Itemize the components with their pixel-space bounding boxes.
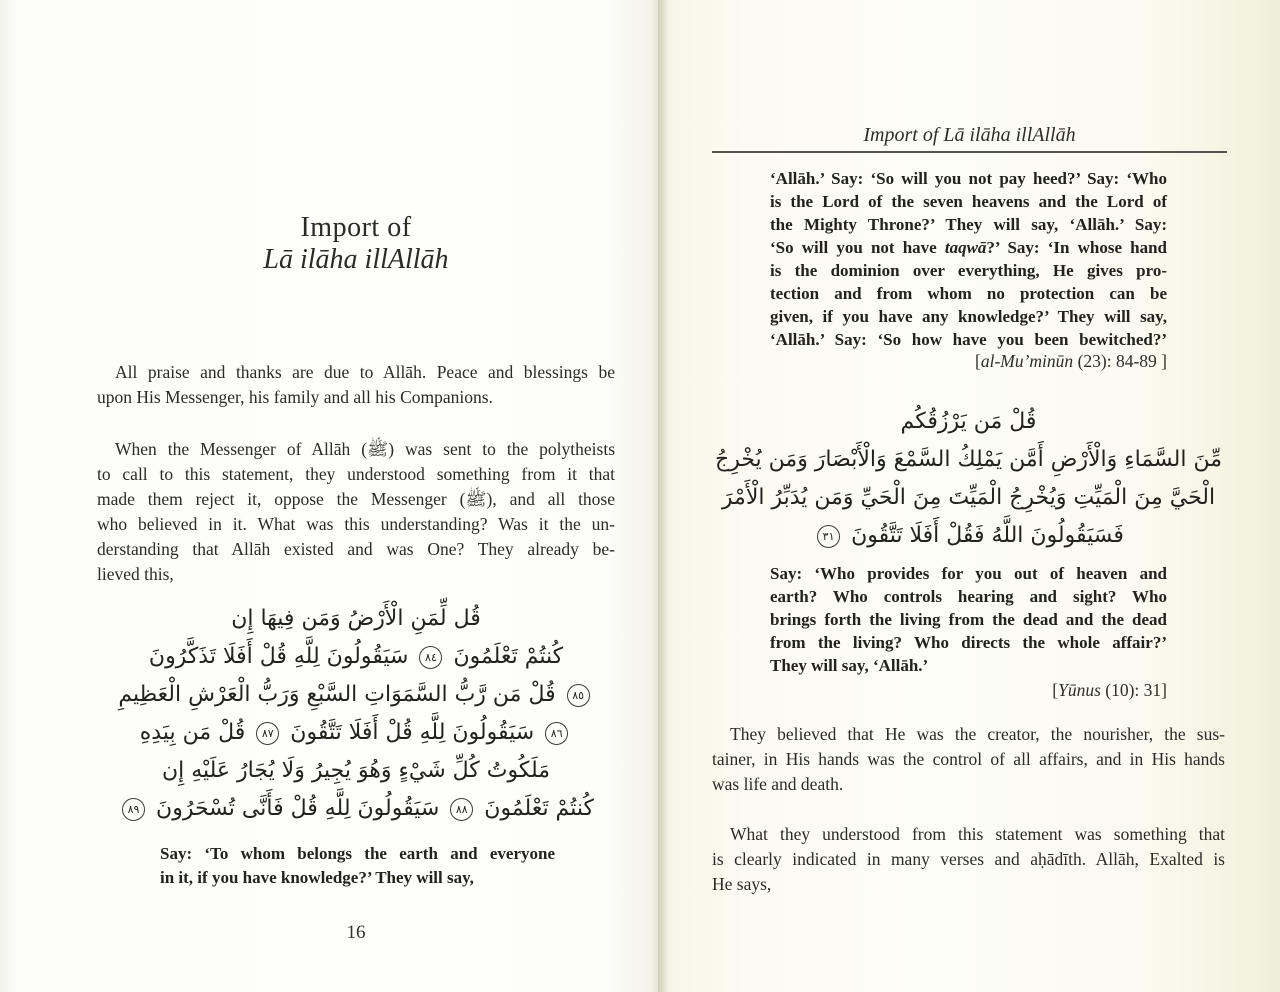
body-line: made them reject it, oppose the Messenger (ﷺ), and all those bbox=[97, 489, 616, 509]
quote-line: They will say, ‘Allāh.’ bbox=[770, 656, 929, 675]
paragraph bbox=[712, 822, 1225, 897]
header-rule bbox=[712, 151, 1227, 153]
quote-line: is the dominion over everything, He gives pro- bbox=[770, 261, 1167, 280]
quran-verse-block bbox=[712, 403, 1225, 555]
body-line: He says, bbox=[712, 874, 772, 894]
ayah-marker: ٨٩ bbox=[122, 798, 145, 821]
quote-line: ‘Allāh.’ Say: ‘So how have you been bewitched?’ bbox=[770, 330, 1167, 349]
chapter-title-line1: Import of bbox=[300, 212, 412, 243]
arabic-line: مِّنَ السَّمَاءِ وَالْأَرْضِ أَمَّن يَمْلِكُ السَّمْعَ وَالْأَبْصَارَ وَمَن يُخْرِجُ bbox=[715, 447, 1222, 472]
arabic-line: ٨٦ سَيَقُولُونَ لِلَّهِ قُلْ أَفَلَا تَتَّقُونَ ٨٧ قُلْ مَن بِيَدِهِ bbox=[97, 714, 615, 752]
body-line: derstanding that Allāh existed and was One? They already be- bbox=[97, 539, 615, 559]
body-line: upon His Messenger, his family and all his Companions. bbox=[97, 387, 493, 407]
quote-line: tection and from whom no protection can be bbox=[770, 284, 1167, 303]
verse-translation bbox=[160, 842, 555, 890]
quote-line: ‘Allāh.’ Say: ‘So will you not pay heed?’ Say: ‘Who bbox=[770, 169, 1167, 188]
quote-line: earth? Who controls hearing and sight? Who bbox=[770, 587, 1167, 606]
quote-block bbox=[770, 562, 1167, 677]
paragraph bbox=[712, 722, 1225, 797]
quote-line: from the living? Who directs the whole affair?’ bbox=[770, 633, 1167, 652]
translation-line: Say: ‘To whom belongs the earth and everyone bbox=[160, 844, 555, 863]
quote-line: Say: ‘Who provides for you out of heaven and bbox=[770, 564, 1167, 583]
body-line: lieved this, bbox=[97, 564, 174, 584]
arabic-line: مَلَكُوتُ كُلِّ شَيْءٍ وَهُوَ يُجِيرُ وَلَا يُجَارُ عَلَيْهِ إِن bbox=[161, 758, 551, 783]
running-header: Import of Lā ilāha illAllāh bbox=[863, 124, 1076, 146]
quran-verse-block bbox=[97, 600, 615, 828]
body-line: All praise and thanks are due to Allāh. Peace and blessings be bbox=[115, 362, 615, 382]
chapter-title-line2: Lā ilāha illAllāh bbox=[263, 244, 449, 275]
quote-line: is the Lord of the seven heavens and the Lord of bbox=[770, 192, 1167, 211]
quote-line: the Mighty Throne?’ They will say, ‘Allāh.’ Say: bbox=[770, 215, 1167, 234]
paragraph bbox=[97, 360, 615, 410]
body-line: to call to this statement, they understood something from it that bbox=[97, 464, 615, 484]
arabic-line: فَسَيَقُولُونَ اللَّهُ فَقُلْ أَفَلَا تَتَّقُونَ ٣١ bbox=[712, 517, 1225, 555]
page-number: 16 bbox=[346, 922, 366, 943]
arabic-line: قُلْ مَن يَرْزُقُكُم bbox=[900, 409, 1037, 434]
ayah-marker: ٨٥ bbox=[567, 684, 590, 707]
paragraph bbox=[97, 437, 615, 587]
ayah-marker: ٨٧ bbox=[256, 722, 279, 745]
citation: [al-Mu’minūn (23): 84-89 ] bbox=[975, 351, 1167, 371]
ayah-marker: ٨٤ bbox=[419, 646, 442, 669]
chapter-title bbox=[97, 212, 615, 276]
quote-line: given, if you have any knowledge?’ They will say, bbox=[770, 307, 1167, 326]
body-line: They believed that He was the creator, the nourisher, the sus- bbox=[730, 724, 1225, 744]
ayah-marker: ٨٨ bbox=[450, 798, 473, 821]
arabic-line: كُنتُمْ تَعْلَمُونَ ٨٤ سَيَقُولُونَ لِلَّهِ قُلْ أَفَلَا تَذَكَّرُونَ bbox=[148, 644, 564, 669]
translation-line: in it, if you have knowledge?’ They will say, bbox=[160, 868, 474, 887]
quote-block bbox=[770, 167, 1167, 351]
body-line: was life and death. bbox=[712, 774, 844, 794]
ayah-marker: ٣١ bbox=[817, 525, 840, 548]
body-line: What they understood from this statement was something that bbox=[730, 824, 1225, 844]
quote-line: ‘So will you not have taqwā?’ Say: ‘In whose hand bbox=[770, 238, 1167, 257]
quote-line: brings forth the living from the dead and the dead bbox=[770, 610, 1167, 629]
arabic-line: الْحَيَّ مِنَ الْمَيِّتِ وَيُخْرِجُ الْمَيِّتَ مِنَ الْحَيِّ وَمَن يُدَبِّرُ الْأَمْرَ bbox=[721, 485, 1216, 510]
body-line: tainer, in His hands was the control of all affairs, and in His hands bbox=[712, 749, 1225, 769]
ayah-marker: ٨٦ bbox=[545, 722, 568, 745]
arabic-line: قُل لِّمَنِ الْأَرْضُ وَمَن فِيهَا إِن bbox=[231, 606, 481, 631]
body-line: who believed in it. What was this understanding? Was it the un- bbox=[97, 514, 615, 534]
citation: [Yūnus (10): 31] bbox=[1052, 680, 1167, 700]
body-line: When the Messenger of Allāh (ﷺ) was sent to the polytheists bbox=[115, 439, 615, 459]
body-line: is clearly indicated in many verses and aḥādīth. Allāh, Exalted is bbox=[712, 849, 1225, 869]
right-page bbox=[658, 0, 1280, 992]
arabic-line: كُنتُمْ تَعْلَمُونَ ٨٨ سَيَقُولُونَ لِلَّهِ قُلْ فَأَنَّى تُسْحَرُونَ ٨٩ bbox=[97, 790, 615, 828]
arabic-line: ٨٥ قُلْ مَن رَّبُّ السَّمَوَاتِ السَّبْعِ وَرَبُّ الْعَرْشِ الْعَظِيمِ bbox=[97, 676, 615, 714]
